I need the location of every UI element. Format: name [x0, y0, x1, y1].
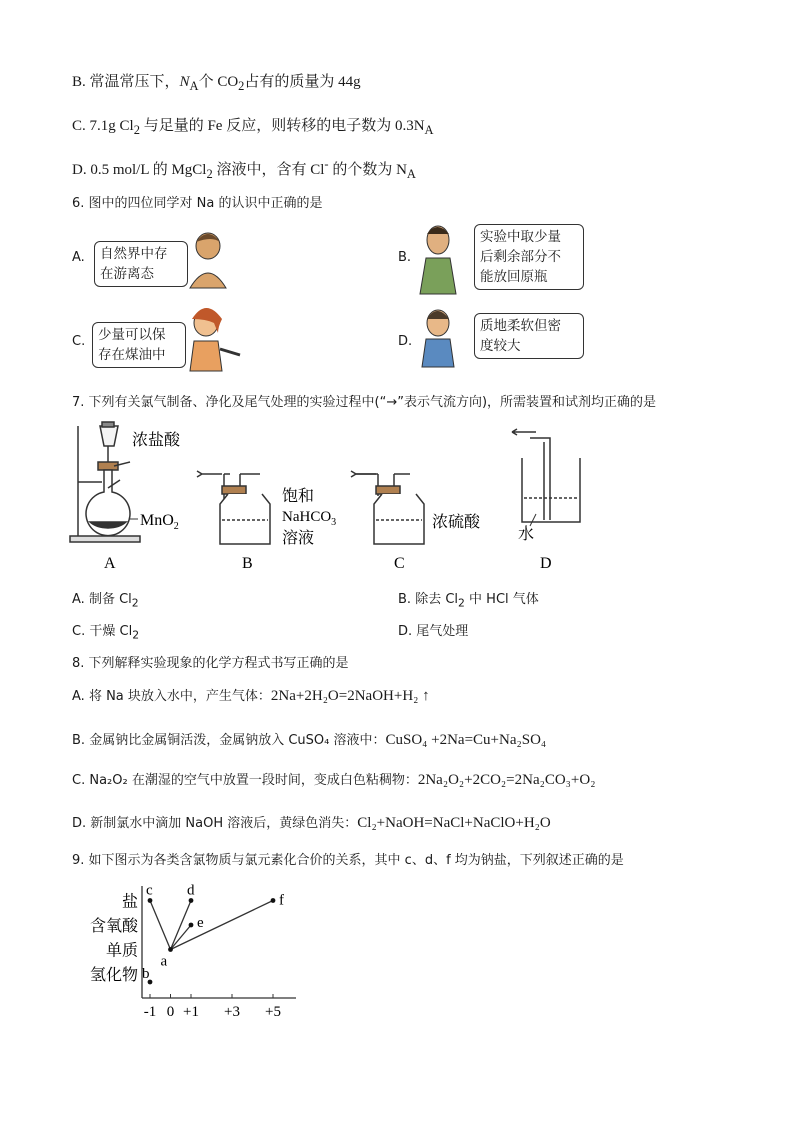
q8-option-b[interactable]: B. 金属钠比金属铜活泼，金属钠放入 CuSO₄ 溶液中：CuSO₄ +2Na=Cu+Na₂SO₄: [72, 732, 547, 748]
apparatus-b: [197, 471, 270, 544]
q6-bubble-a: 自然界中存 在游离态: [94, 241, 188, 287]
point-label-d: d: [187, 882, 195, 899]
q6-option-a-letter[interactable]: A.: [72, 250, 85, 265]
x-tick-label: +5: [265, 1004, 281, 1020]
label-b: B: [242, 555, 253, 572]
apparatus-a: [70, 422, 140, 542]
label-solution: 溶液: [282, 528, 315, 547]
student-b-figure: [414, 220, 464, 296]
y-label: 单质: [105, 940, 138, 960]
q6-option-c-letter[interactable]: C.: [72, 334, 86, 349]
label-d: D: [540, 555, 552, 572]
q8-option-a[interactable]: A. 将 Na 块放入水中，产生气体：2Na+2H₂O=2NaOH+H₂ ↑: [72, 688, 430, 704]
point-e: [189, 923, 194, 928]
x-tick-label: +1: [183, 1004, 199, 1020]
q9-stem: 9. 如下图示为各类含氯物质与氯元素化合价的关系，其中 c、d、f 均为钠盐，下列叙述正确的是: [72, 853, 624, 868]
point-d: [189, 898, 194, 903]
label-conc-hcl: 浓盐酸: [132, 430, 181, 449]
line-a-c: [150, 901, 171, 950]
y-category-labels: [90, 892, 139, 985]
student-a-figure: [180, 228, 242, 290]
point-a: [168, 947, 173, 952]
apparatus-c: [351, 471, 424, 544]
q5-option-b[interactable]: B. 常温常压下，$N_A$个 $CO_2$占有的质量为 44g: [72, 74, 361, 93]
label-nahco3: NaHCO$_3$: [282, 509, 337, 528]
point-f: [271, 898, 276, 903]
q7-option-c[interactable]: C. 干燥 $Cl_2$: [72, 624, 140, 642]
x-tick-label: 0: [166, 1004, 175, 1020]
chart-lines: [150, 901, 273, 950]
point-c: [148, 898, 153, 903]
student-c-figure: [176, 303, 246, 373]
label-a: A: [104, 555, 116, 572]
y-label: 含氧酸: [89, 916, 138, 935]
line-a-d: [171, 901, 192, 950]
point-label-b: b: [142, 966, 150, 982]
q6-bubble-c: 少量可以保 存在煤油中: [92, 322, 186, 368]
q5-option-d[interactable]: D. 0.5 mol/L 的 MgCl$_2$ 溶液中，含有 Cl- 的个数为 $N_A$: [72, 157, 416, 181]
line-a-f: [171, 901, 274, 950]
q6-option-b-letter[interactable]: B.: [398, 250, 412, 265]
y-label: 氢化物: [89, 965, 138, 984]
label-saturated: 饱和: [282, 486, 315, 505]
q6-bubble-d: 质地柔软但密 度较大: [474, 313, 584, 359]
q7-stem: 7. 下列有关氯气制备、净化及尾气处理的实验过程中(“→”表示气流方向)，所需装置和试剂均正确的是: [72, 395, 657, 410]
q8-option-c[interactable]: C. Na₂O₂ 在潮湿的空气中放置一段时间，变成白色粘稠物：2Na₂O₂+2CO₂=2Na₂CO₃+O₂: [72, 772, 596, 788]
x-tick-label: -1: [143, 1004, 157, 1020]
label-mno2: MnO$_2$: [140, 512, 179, 532]
q5-option-c[interactable]: C. 7.1g $Cl_2$ 与足量的 Fe 反应，则转移的电子数为 $0.3N_A$: [72, 118, 434, 137]
apparatus-d: [512, 429, 580, 522]
point-label-e: e: [197, 915, 204, 931]
label-water: 水: [518, 524, 535, 543]
line-a-e: [171, 925, 192, 950]
q7-apparatus-figure: [60, 418, 620, 576]
label-conc-h2so4: 浓硫酸: [432, 512, 481, 531]
label-c: C: [394, 555, 405, 572]
q8-stem: 8. 下列解释实验现象的化学方程式书写正确的是: [72, 656, 349, 671]
point-label-a: a: [160, 953, 168, 970]
x-tick-label: +3: [224, 1004, 240, 1020]
q6-bubble-b: 实验中取少量 后剩余部分不 能放回原瓶: [474, 224, 584, 290]
q8-option-d[interactable]: D. 新制氯水中滴加 NaOH 溶液后，黄绿色消失：Cl₂+NaOH=NaCl+NaClO+H₂O: [72, 815, 551, 831]
q7-option-b[interactable]: B. 除去 $Cl_2$ 中 HCl 气体: [398, 592, 539, 610]
q6-stem: 6. 图中的四位同学对 Na 的认识中正确的是: [72, 196, 323, 211]
chlorine-valence-chart: [64, 880, 314, 1020]
q6-option-d-letter[interactable]: D.: [398, 334, 413, 349]
student-d-figure: [414, 305, 464, 369]
point-label-c: c: [146, 882, 153, 899]
q7-option-a[interactable]: A. 制备 $Cl_2$: [72, 592, 139, 610]
q7-option-d[interactable]: D. 尾气处理: [398, 624, 469, 639]
point-label-f: f: [279, 892, 284, 909]
y-label: 盐: [121, 891, 138, 911]
